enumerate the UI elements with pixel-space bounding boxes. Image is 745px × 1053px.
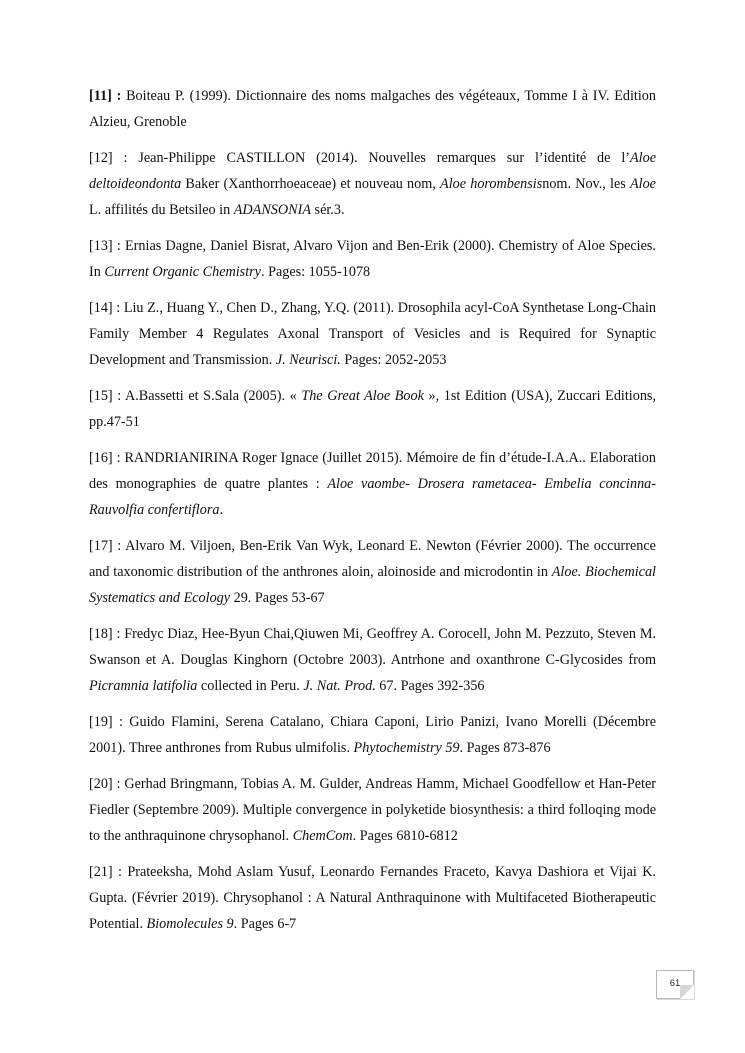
reference-separator: : — [112, 238, 126, 254]
reference-entry — [89, 771, 656, 849]
reference-text: 67. Pages 392-356 — [375, 678, 485, 694]
reference-text: Prateeksha, Mohd Aslam Yusuf, Leonardo Fernandes Fraceto, Kavya Dashiora et Vijai K. Gupta. (Février 2019). Chrysophanol : A Natural Anthraquinone with Multifaceted Biotherapeutic Potential. — [89, 864, 656, 932]
reference-text: A.Bassetti et S.Sala (2005). « — [125, 388, 302, 404]
reference-number: [14] — [89, 300, 113, 316]
reference-number: [12] — [89, 150, 113, 166]
reference-entry — [89, 383, 656, 435]
reference-number: [21] — [89, 864, 113, 880]
reference-entry — [89, 859, 656, 937]
reference-text: Boiteau P. (1999). Dictionnaire des noms malgaches des végéteaux, Tomme I à IV. Edition Alzieu, Grenoble — [89, 88, 656, 130]
reference-italic-text: J. Neurisci. — [275, 352, 341, 368]
reference-text: . Pages 6-7 — [233, 916, 297, 932]
reference-text: . Pages 6810-6812 — [352, 828, 458, 844]
reference-text: sér.3. — [311, 202, 345, 218]
reference-entry — [89, 295, 656, 373]
page-number: 61 — [669, 978, 681, 989]
reference-separator: : — [112, 626, 125, 642]
reference-text: », 1st Edition (USA), Zuccari Editions, pp.47-51 — [89, 388, 656, 430]
reference-separator: : — [112, 776, 125, 792]
reference-number: [13] — [89, 238, 113, 254]
reference-text: . Pages 873-876 — [459, 740, 551, 756]
reference-separator: : — [112, 300, 124, 316]
reference-text: 29. Pages 53-67 — [230, 590, 325, 606]
reference-text: Gerhad Bringmann, Tobias A. M. Gulder, Andreas Hamm, Michael Goodfellow et Han-Peter Fiedler (Septembre 2009). Multiple convergence in polyketide biosynthesis: a third folloqing mode to the anthraquinone chrysophanol. — [89, 776, 656, 844]
reference-text: collected in Peru. — [197, 678, 304, 694]
reference-text: Jean-Philippe CASTILLON (2014). Nouvelles remarques sur l’identité de l’ — [138, 150, 630, 166]
reference-text: Ernias Dagne, Daniel Bisrat, Alvaro Vijon and Ben-Erik (2000). Chemistry of Aloe Species. In — [89, 238, 656, 280]
reference-entry — [89, 83, 656, 135]
reference-separator: : — [112, 864, 128, 880]
reference-number: [17] — [89, 538, 113, 554]
reference-text: Alvaro M. Viljoen, Ben-Erik Van Wyk, Leonard E. Newton (Février 2000). The occurrence and taxonomic distribution of the anthrones aloin, aloinoside and microdontin in — [89, 538, 656, 580]
reference-italic-text: ADANSONIA — [233, 202, 311, 218]
reference-italic-text: Aloe — [629, 176, 656, 192]
reference-italic-text: Picramnia latifolia — [89, 678, 198, 694]
reference-italic-text: Biomolecules 9 — [146, 916, 234, 932]
reference-italic-text: ChemCom — [292, 828, 353, 844]
reference-italic-text: Aloe vaombe- Drosera rametacea- Embelia concinna- Rauvolfia confertiflora — [89, 476, 656, 518]
reference-text: . — [219, 502, 223, 518]
reference-separator: : — [112, 388, 126, 404]
reference-italic-text: J. Nat. Prod. — [303, 678, 376, 694]
reference-italic-text: Current Organic Chemistry — [104, 264, 261, 280]
reference-text: RANDRIANIRINA Roger Ignace (Juillet 2015). Mémoire de fin d’étude-I.A.A.. Elaboration des monographies de quatre plantes : — [89, 450, 656, 492]
reference-separator: : — [112, 150, 139, 166]
reference-text: Liu Z., Huang Y., Chen D., Zhang, Y.Q. (2011). Drosophila acyl-CoA Synthetase Long-Chain Family Member 4 Regulates Axonal Transport of Vesicles and is Required for Synaptic Development and Transmission. — [89, 300, 656, 368]
reference-list — [89, 83, 656, 947]
reference-entry — [89, 533, 656, 611]
reference-separator: : — [112, 714, 130, 730]
reference-entry — [89, 445, 656, 523]
reference-number: [19] — [89, 714, 113, 730]
reference-italic-text: Phytochemistry 59 — [353, 740, 460, 756]
reference-number: [18] — [89, 626, 113, 642]
reference-italic-text: Aloe. Biochemical Systematics and Ecology — [89, 564, 656, 606]
page-fold-corner — [680, 985, 694, 999]
reference-text: L. affilités du Betsileo in — [89, 202, 234, 218]
reference-entry — [89, 145, 656, 223]
reference-entry — [89, 709, 656, 761]
reference-entry — [89, 621, 656, 699]
reference-entry — [89, 233, 656, 285]
reference-number: [20] — [89, 776, 113, 792]
page-number-box — [656, 970, 694, 999]
reference-italic-text: Aloe horombensis — [440, 176, 543, 192]
reference-number: [16] — [89, 450, 113, 466]
reference-text: nom. Nov., les — [542, 176, 630, 192]
reference-text: Guido Flamini, Serena Catalano, Chiara Caponi, Lirio Panizi, Ivano Morelli (Décembre 2001). Three anthrones from Rubus ulmifolis. — [89, 714, 656, 756]
reference-number: [11] — [89, 88, 112, 104]
reference-text: Baker (Xanthorrhoeaceae) et nouveau nom, — [181, 176, 441, 192]
reference-italic-text: The Great Aloe Book — [301, 388, 424, 404]
reference-separator: : — [112, 538, 126, 554]
reference-separator: : — [111, 88, 127, 104]
reference-text: Pages: 2052-2053 — [340, 352, 447, 368]
reference-text: . Pages: 1055-1078 — [260, 264, 371, 280]
reference-italic-text: Aloe deltoideondonta — [89, 150, 656, 192]
reference-separator: : — [112, 450, 125, 466]
reference-number: [15] — [89, 388, 113, 404]
reference-text: Fredyc Diaz, Hee-Byun Chai,Qiuwen Mi, Geoffrey A. Corocell, John M. Pezzuto, Steven M. Swanson et A. Douglas Kinghorn (Octobre 2003). Antrhone and oxanthrone C-Glycosides from — [89, 626, 656, 668]
